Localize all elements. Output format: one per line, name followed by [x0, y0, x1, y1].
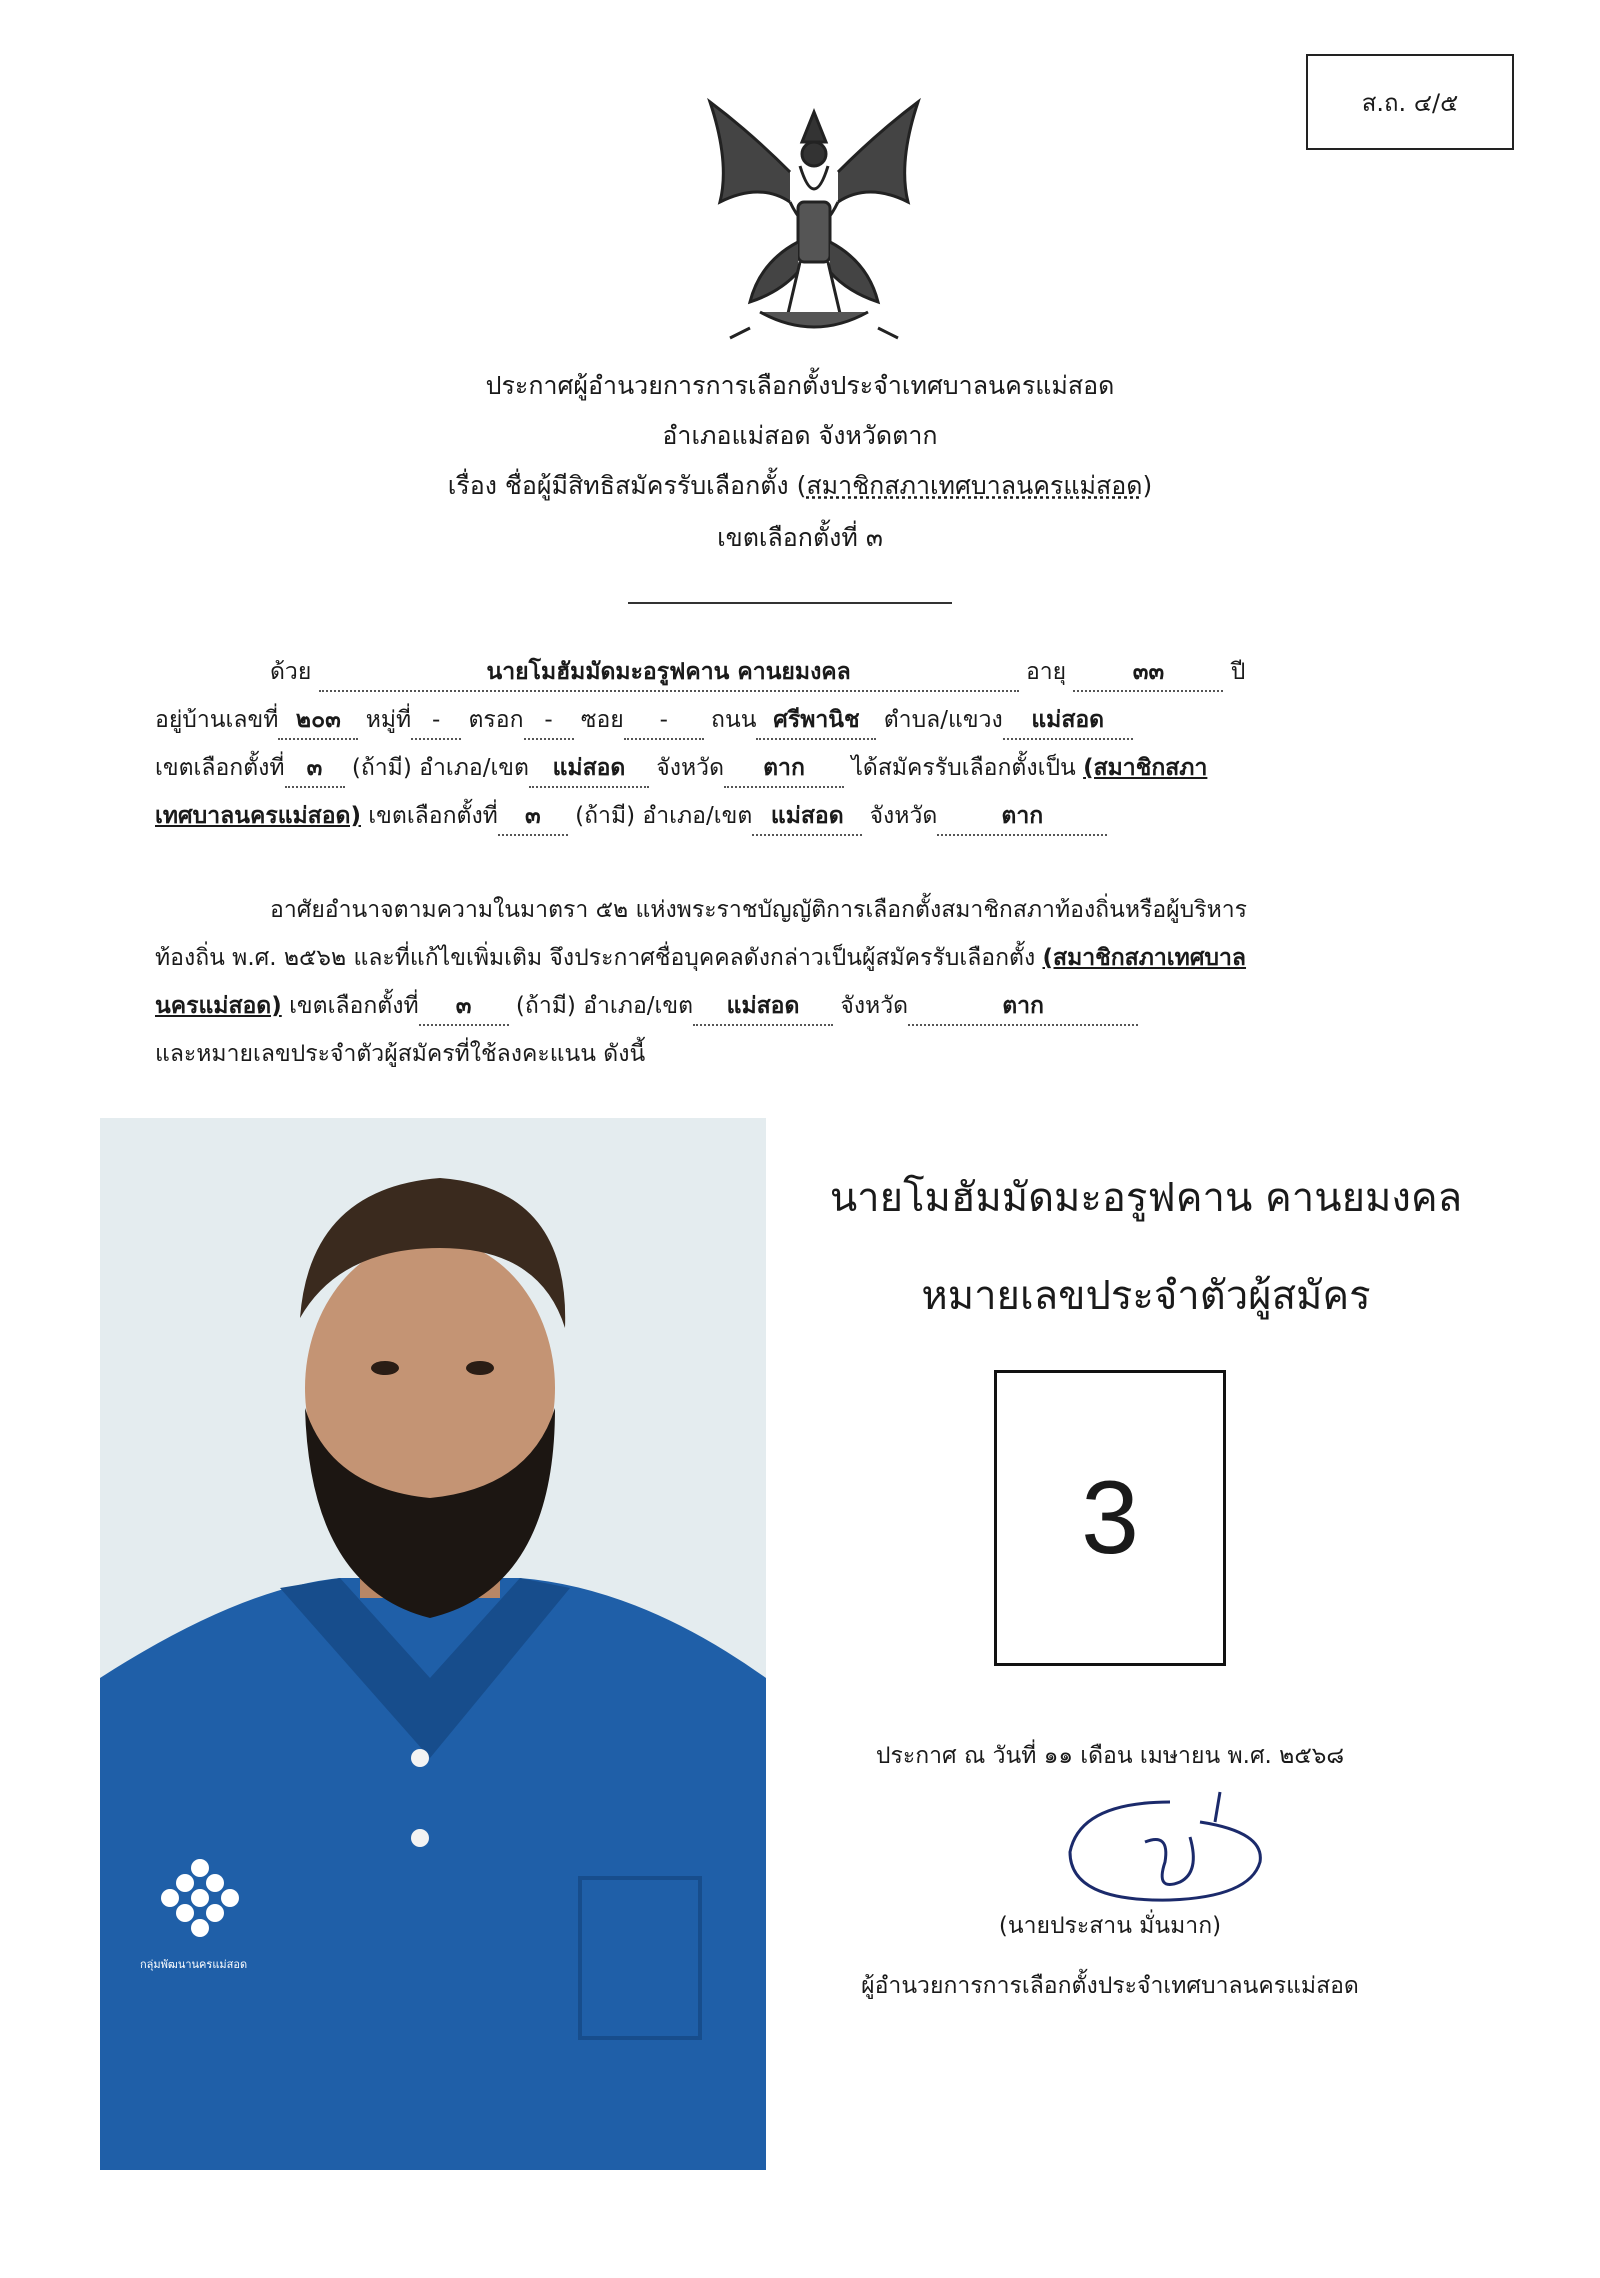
lead-word: ด้วย: [270, 659, 312, 685]
form-code-text: ส.ถ. ๔/๕: [1361, 88, 1459, 117]
legal-line-4: และหมายเลขประจำตัวผู้สมัครที่ใช้ลงคะแนน ดังนี้: [155, 1041, 646, 1067]
age-field: ๓๓: [1073, 654, 1223, 692]
amphoe-label: อำเภอ/เขต: [419, 755, 529, 781]
trok-label: ตรอก: [468, 707, 524, 733]
legal-district-label: เขตเลือกตั้งที่: [289, 993, 419, 1019]
legal-line-1: [155, 886, 1413, 934]
province-field: ตาก: [724, 750, 844, 788]
candidate-number: 3: [1081, 1459, 1139, 1576]
position-part-1: (สมาชิกสภา: [1083, 755, 1208, 781]
form-code: [1306, 54, 1514, 150]
legal-paragraph: [155, 886, 1413, 1078]
road-label: ถนน: [711, 707, 757, 733]
heading-line-2: อำเภอแม่สอด จังหวัดตาก: [662, 421, 938, 450]
info-line-3: [155, 744, 1413, 792]
signature-icon: [1050, 1782, 1290, 1912]
heading-line-3: [0, 462, 1600, 510]
info-line-2: [155, 696, 1413, 744]
legal-amphoe-field: แม่สอด: [693, 988, 833, 1026]
age-label: อายุ: [1025, 659, 1067, 685]
signer-name: (นายประสาน มั่นมาก): [998, 1913, 1222, 1939]
legal-province-label: จังหวัด: [840, 993, 909, 1019]
tambon-label: ตำบล/แขวง: [883, 707, 1003, 733]
heading-line-4: เขตเลือกตั้งที่ ๓: [717, 523, 883, 552]
candidate-number-label: หมายเลขประจำตัวผู้สมัคร: [921, 1273, 1371, 1319]
candidate-name-field: นายโมฮัมมัดมะอรูฟคาน คานยมงคล: [319, 654, 1019, 692]
district-no-field: ๓: [285, 750, 345, 788]
legal-line-2: [155, 934, 1413, 982]
applied-label: ได้สมัครรับเลือกตั้งเป็น: [851, 755, 1076, 781]
province-field-2: ตาก: [937, 798, 1107, 836]
info-line-1: [155, 648, 1413, 696]
tambon-field: แม่สอด: [1003, 702, 1133, 740]
legal-line-3: [155, 982, 1413, 1030]
heading-line-1: ประกาศผู้อำนวยการการเลือกตั้งประจำเทศบาลนครแม่สอด: [485, 371, 1115, 400]
moo-field: -: [411, 702, 461, 740]
heading-subject-position: สมาชิกสภาเทศบาลนครแม่สอด: [806, 471, 1143, 500]
amphoe-field: แม่สอด: [529, 750, 649, 788]
legal-ifany: (ถ้ามี): [515, 993, 576, 1019]
road-field: ศรีพานิช: [756, 702, 876, 740]
heading-subject-prefix: เรื่อง ชื่อผู้มีสิทธิสมัครรับเลือกตั้ง (: [447, 471, 807, 500]
amphoe-label-2: อำเภอ/เขต: [642, 803, 753, 829]
candidate-number-box: [994, 1370, 1226, 1666]
legal-position-1: (สมาชิกสภาเทศบาล: [1042, 945, 1247, 971]
amphoe-field-2: แม่สอด: [752, 798, 862, 836]
candidate-info-paragraph: [155, 648, 1413, 840]
legal-line-2-text: ท้องถิ่น พ.ศ. ๒๕๖๒ และที่แก้ไขเพิ่มเติม จึงประกาศชื่อบุคคลดังกล่าวเป็นผู้สมัครรับเลือกตั้ง: [155, 945, 1036, 971]
signer-position: ผู้อำนวยการการเลือกตั้งประจำเทศบาลนครแม่สอด: [861, 1973, 1359, 1999]
soi-label: ซอย: [580, 707, 624, 733]
garuda-emblem-icon: [690, 92, 938, 344]
candidate-display-name: นายโมฮัมมัดมะอรูฟคาน คานยมงคล: [829, 1175, 1463, 1221]
soi-field: -: [624, 702, 704, 740]
legal-amphoe-label: อำเภอ/เขต: [583, 993, 694, 1019]
shirt-logo-text: กลุ่มพัฒนานครแม่สอด: [140, 1958, 248, 1971]
trok-field: -: [524, 702, 574, 740]
info-line-4: [155, 792, 1413, 840]
legal-province-field: ตาก: [908, 988, 1138, 1026]
province-label-2: จังหวัด: [869, 803, 938, 829]
heading-divider: [628, 602, 952, 604]
legal-district-field: ๓: [419, 988, 509, 1026]
ifany-label: (ถ้ามี): [351, 755, 412, 781]
position-part-2: เทศบาลนครแม่สอด): [155, 803, 361, 829]
province-label: จังหวัด: [656, 755, 725, 781]
legal-position-2: นครแม่สอด): [155, 993, 282, 1019]
ifany-label-2: (ถ้ามี): [575, 803, 636, 829]
year-label: ปี: [1230, 659, 1246, 685]
moo-label: หมู่ที่: [365, 707, 412, 733]
house-label: อยู่บ้านเลขที่: [155, 707, 279, 733]
legal-line-1-text: อาศัยอำนาจตามความในมาตรา ๕๒ แห่งพระราชบัญญัติการเลือกตั้งสมาชิกสภาท้องถิ่นหรือผู้บริหาร: [270, 897, 1248, 923]
house-no-field: ๒๐๓: [278, 702, 358, 740]
candidate-photo: [100, 1118, 766, 2170]
district-no-label-2: เขตเลือกตั้งที่: [368, 803, 498, 829]
district-no-label: เขตเลือกตั้งที่: [155, 755, 285, 781]
heading-subject-suffix: ): [1142, 471, 1153, 500]
announcement-date: ประกาศ ณ วันที่ ๑๑ เดือน เมษายน พ.ศ. ๒๕๖๘: [875, 1743, 1345, 1769]
district-no-field-2: ๓: [498, 798, 568, 836]
